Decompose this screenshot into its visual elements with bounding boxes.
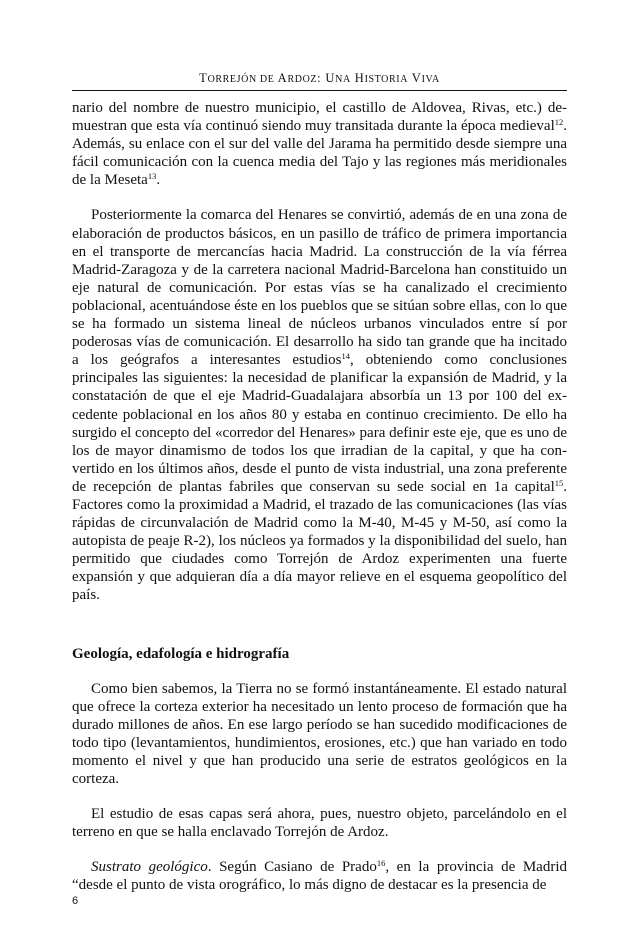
text-run: , obteniendo como conclusiones principales las siguientes: la necesidad de planificar la expansión de Madrid, y la constatación de que el eje Madrid-Guadalajara absorbía un 13 por 100 del excedente poblacional en los años 80 y estaba en continuo crecimiento. De ello ha surgido el concepto del «corredor del Henares» para definir este eje, que es uno de los de mayor dinamismo de todos los que irradian de la capital, y que ha convertido en los últimos años, desde el punto de vista industrial, una zona preferente de recepción de plantas fabriles que conservan su sede social en 1a capital	[72, 352, 567, 495]
header-smallcaps: IVA	[421, 74, 440, 85]
header-colon: :	[317, 71, 326, 85]
section-gap	[72, 605, 567, 645]
header-smallcaps: ISTORIA	[364, 74, 409, 85]
paragraph-4: El estudio de esas capas será ahora, pues, nuestro objeto, parcelándolo en el terreno en que se halla enclavado Torrejón de Ardoz.	[72, 806, 567, 841]
footnote-ref: 12	[554, 117, 564, 128]
paragraph-1	[72, 99, 567, 189]
header-cap: U	[325, 71, 336, 85]
header-cap: T	[199, 71, 208, 85]
text-run: . Factores como la proximidad a Madrid, el trazado de las comunicaciones (las vías rápidas de circunvalación de Madrid como la M-40, M-45 y M-50, así como la autopista de peaje R-2), los núcleos ya formados y la disponibilidad del suelo, han permitido que ciudades como Torrejón de Ardoz experimenten una fuerte expansión y que adquieran día a día mayor relieve en el esquema geopolítico del país.	[72, 478, 567, 604]
paragraph-gap	[72, 788, 567, 805]
section-heading: Geología, edafología e hidrografía	[72, 645, 290, 662]
text-run: .	[156, 172, 161, 189]
header-cap: H	[354, 71, 365, 85]
paragraph-5	[72, 858, 567, 894]
paragraph-gap	[72, 189, 567, 206]
text-run: Posteriormente la comarca del Henares se convirtió, además de en una zona de elaboración de productos básicos, en un pasillo de tráfico de primera importancia en el transporte de mercancías hacia Madrid. La construcción de la vía férrea Madrid-Zaragoza y de la carretera nacional Madrid-Barcelona han constituido un eje natural de comunicación. Por estas vías se ha canalizado el crecimiento poblacional, acentuándose éste en los pueblos que se sitúan sobre ellas, con lo que se ha formado un sistema lineal de núcleos urbanos vinculados entre sí por poderosas vías de comunicación. El desarrollo ha sido tan grande que ha incitado a los geógrafos a interesantes estudios	[72, 207, 567, 369]
body-text	[72, 99, 567, 895]
header-cap: V	[411, 71, 422, 85]
header-rule	[72, 90, 567, 91]
text-run: nario del nombre de nuestro municipio, el castillo de Aldovea, Rivas, etc.) demuestran que esta vía continuó siendo muy transitada durante la época medieval	[72, 100, 567, 135]
header-smallcaps: NA	[335, 74, 351, 85]
italic-term: Sustrato geológico	[91, 859, 208, 876]
footnote-ref: 13	[147, 171, 157, 182]
header-cap: A	[277, 71, 288, 85]
header-smallcaps: RDOZ	[287, 74, 318, 85]
footnote-ref: 15	[554, 477, 564, 488]
running-header	[72, 71, 567, 86]
header-text	[199, 71, 440, 85]
paragraph-gap	[72, 841, 567, 858]
paragraph-2	[72, 206, 567, 604]
text-run: , en la provincia de Madrid “desde el punto de vista orográfico, lo más digno de destacar es la presencia de	[72, 859, 567, 894]
header-smallcaps: ORREJÓN DE	[207, 74, 275, 85]
section-gap	[72, 663, 567, 680]
page-number: 6	[72, 895, 79, 907]
footnote-ref: 16	[376, 858, 386, 869]
text-run: . Además, su enlace con el sur del valle del Jarama ha permitido desde siempre una fácil comunicación con la cuenca media del Tajo y las regiones más meridionales de la Meseta	[72, 118, 567, 189]
paragraph-3: Como bien sabemos, la Tierra no se formó instantáneamente. El estado natural que ofrece la corteza exterior ha necesitado un lento proceso de formación que ha durado millones de años. En ese largo período se han sucedido modificaciones de todo tipo (levantamientos, hundimientos, erosiones, etc.) que han variado en todo momento el nivel y que han producido una serie de estratos geológicos en la corteza.	[72, 680, 567, 788]
text-run: . Según Casiano de Prado	[207, 859, 377, 876]
footnote-ref: 14	[341, 351, 351, 362]
